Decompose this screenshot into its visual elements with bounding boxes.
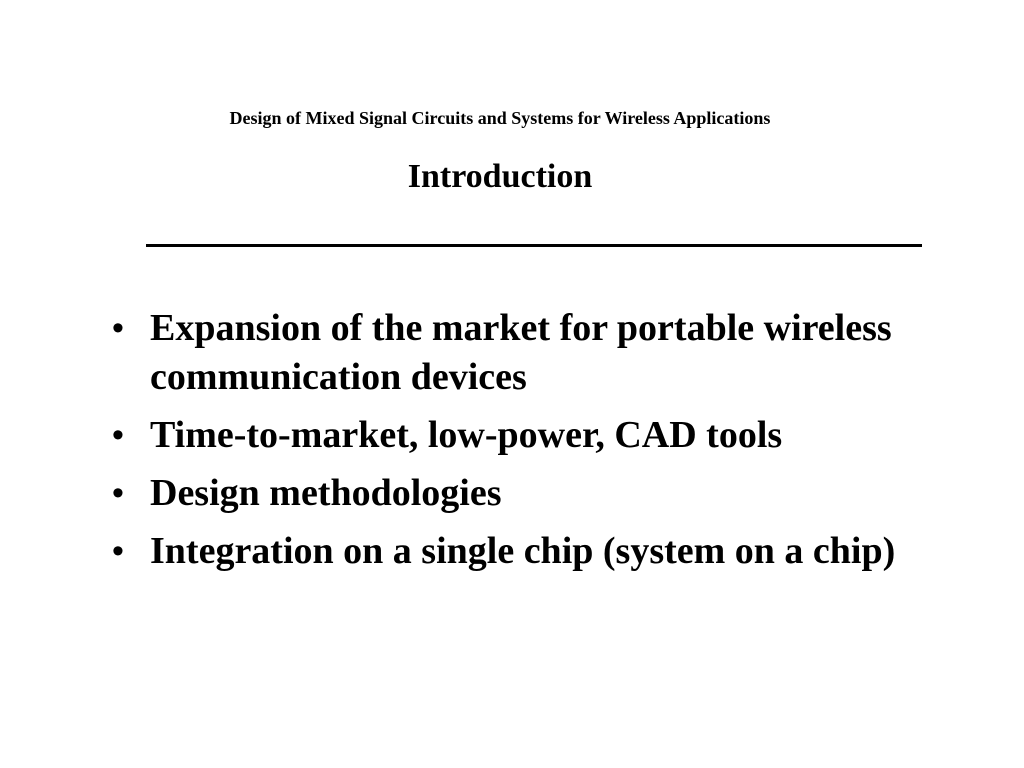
bullet-item bbox=[112, 527, 992, 576]
bullet-item bbox=[112, 469, 992, 518]
bullet-text: Integration on a single chip (system on a chip) bbox=[150, 530, 896, 572]
bullet-item bbox=[112, 411, 992, 460]
bullet-list bbox=[112, 304, 992, 585]
bullet-item bbox=[112, 304, 992, 402]
bullet-text: Design methodologies bbox=[150, 472, 502, 514]
bullet-icon: • bbox=[112, 309, 124, 347]
title-divider bbox=[146, 244, 922, 247]
bullet-icon: • bbox=[112, 416, 124, 454]
course-title: Design of Mixed Signal Circuits and Systems for Wireless Applications bbox=[229, 108, 771, 128]
bullet-text: Time-to-market, low-power, CAD tools bbox=[150, 414, 783, 456]
section-title: Introduction bbox=[407, 158, 593, 195]
bullet-icon: • bbox=[112, 532, 124, 570]
bullet-text: Expansion of the market for portable wireless communication devices bbox=[150, 307, 892, 398]
bullet-icon: • bbox=[112, 474, 124, 512]
